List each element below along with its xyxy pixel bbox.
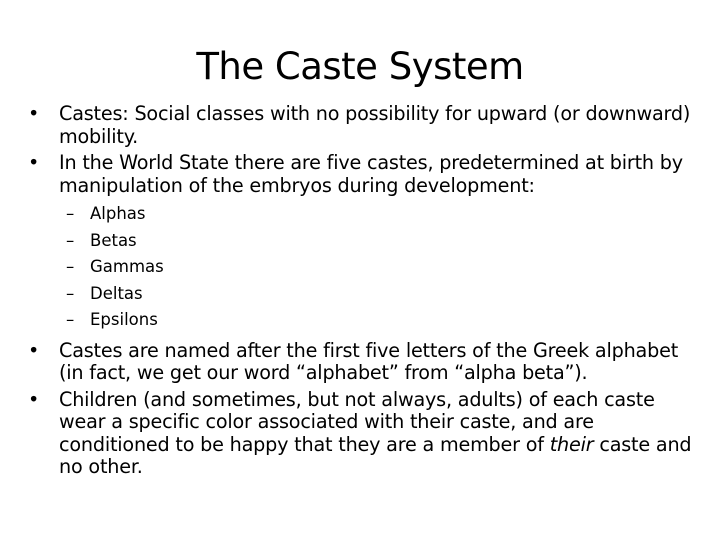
bullet-text: Castes are named after the first five letters of the Greek alphabet (in fact, we get our word “alphabet” from “alpha beta”). <box>59 338 679 384</box>
list-item <box>24 254 700 281</box>
dash-marker: – <box>66 204 75 223</box>
bullet-dot: • <box>28 338 40 362</box>
caste-name: Alphas <box>90 204 146 223</box>
dash-marker: – <box>66 310 75 329</box>
caste-list <box>24 201 700 334</box>
bullet-emphasis: their <box>549 432 594 456</box>
bullet-greek-letters <box>24 340 700 385</box>
list-item <box>24 281 700 308</box>
bullet-text-part: caste and no other. <box>59 432 692 478</box>
slide-body <box>24 103 700 483</box>
caste-name: Epsilons <box>90 310 158 329</box>
caste-name: Gammas <box>90 257 164 276</box>
list-item <box>24 228 700 255</box>
bullet-castes-definition <box>24 103 700 148</box>
slide-title: The Caste System <box>196 45 524 88</box>
bullet-text: Castes: Social classes with no possibility for upward (or downward) mobility. <box>59 102 691 148</box>
list-item <box>24 201 700 228</box>
bullet-text: In the World State there are five castes, predetermined at birth by manipulation of the embryos during development: <box>59 151 683 197</box>
caste-name: Deltas <box>90 283 143 303</box>
bullet-dot: • <box>28 387 40 411</box>
bullet-caste-colors <box>24 389 700 479</box>
dash-marker: – <box>66 283 75 303</box>
caste-name: Betas <box>90 230 137 250</box>
dash-marker: – <box>66 257 75 276</box>
bullet-text-part: Children (and sometimes, but not always, adults) of each caste wear a specific color associated with their caste, and are conditioned to be happy that they are a member of <box>59 387 655 456</box>
bullet-dot: • <box>28 102 40 125</box>
bullet-dot: • <box>28 151 40 174</box>
bullet-five-castes <box>24 152 700 197</box>
dash-marker: – <box>66 230 75 250</box>
list-item <box>24 307 700 334</box>
